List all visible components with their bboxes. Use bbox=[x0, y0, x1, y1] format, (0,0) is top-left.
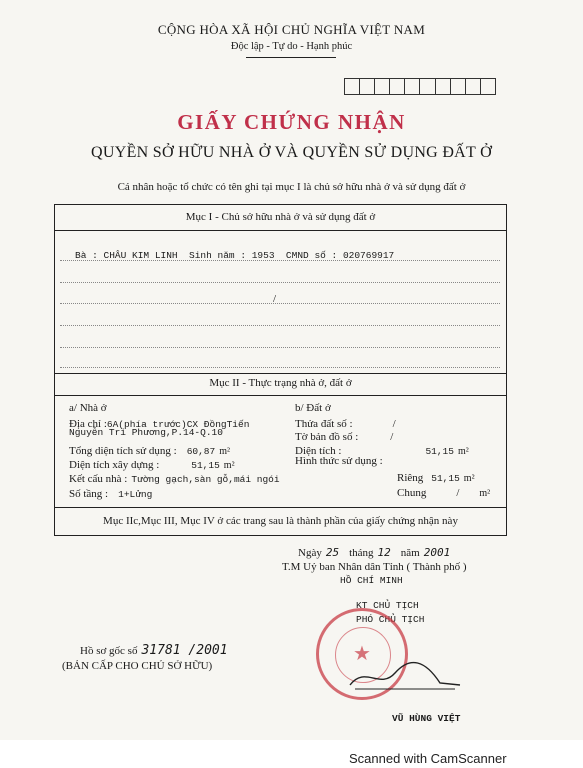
address-label: Địa chỉ : bbox=[69, 418, 107, 430]
issue-date: Ngày 25 tháng 12 năm 2001 bbox=[298, 546, 451, 559]
land-heading: b/ Đất ở bbox=[295, 402, 331, 414]
record-number-value: 31781 /2001 bbox=[141, 643, 228, 658]
usage-label: Hình thức sử dụng : bbox=[295, 455, 383, 467]
signer-role-1: KT CHỦ TỊCH bbox=[356, 600, 419, 611]
record-number: Hồ sơ gốc số 31781 /2001 bbox=[80, 643, 228, 658]
address-value-line2: Nguyễn Tri Phương,P.14-Q.10 bbox=[69, 427, 223, 438]
private-use: Riêng 51,15 m² bbox=[397, 472, 475, 484]
floors: Số tầng : 1+Lửng bbox=[69, 488, 153, 500]
certificate-table bbox=[54, 204, 507, 536]
structure: Kết cấu nhà : Tường gạch,sàn gỗ,mái ngói bbox=[69, 473, 280, 485]
shared-use: Chung / m² bbox=[397, 487, 491, 499]
serial-number-boxes bbox=[344, 78, 496, 95]
national-motto: Độc lập - Tự do - Hạnh phúc bbox=[230, 41, 353, 52]
copy-note: (BẢN CẤP CHO CHỦ SỞ HỮU) bbox=[62, 660, 213, 672]
issue-day: 25 bbox=[325, 546, 340, 559]
address-value: 6A(phía trước)CX ĐồngTiến bbox=[106, 419, 250, 430]
section1-title: Mục I - Chủ sở hữu nhà ở và sử dụng đất ở bbox=[185, 211, 376, 223]
built-area-value: 51,15 bbox=[191, 460, 220, 471]
pages-note: Mục IIc,Mục III, Mục IV ở các trang sau là thành phần của giấy chứng nhận này bbox=[103, 515, 458, 527]
authority-city: HỒ CHÍ MINH bbox=[340, 575, 403, 586]
issue-month: 12 bbox=[377, 546, 391, 559]
private-area-value: 51,15 bbox=[431, 473, 460, 484]
floors-value: 1+Lửng bbox=[118, 489, 153, 500]
motto-underline bbox=[246, 57, 336, 58]
land-area-value: 51,15 bbox=[425, 446, 454, 457]
national-title: CỘNG HÒA XÃ HỘI CHỦ NGHĨA VIỆT NAM bbox=[157, 22, 426, 37]
house-heading: a/ Nhà ở bbox=[69, 402, 107, 414]
seal-star-icon: ★ bbox=[353, 643, 371, 665]
total-area: Tổng diện tích sử dụng : 60,87 m² bbox=[69, 445, 230, 457]
section1-slash: / bbox=[273, 293, 277, 305]
issue-year: 2001 bbox=[423, 546, 451, 559]
total-area-value: 60,87 bbox=[186, 446, 216, 457]
owner-line: Bà : CHÂU KIM LINH Sinh năm : 1953 CMND số : 020769917 bbox=[75, 250, 395, 261]
plot-number: Thửa đất số : / bbox=[295, 418, 396, 430]
signer-name: VŨ HÙNG VIỆT bbox=[392, 713, 461, 724]
structure-value: Tường gạch,sàn gỗ,mái ngói bbox=[131, 474, 280, 485]
section2-title: Mục II - Thực trạng nhà ở, đất ở bbox=[209, 377, 352, 389]
authority: T.M Uỷ ban Nhân dân Tỉnh ( Thành phố ) bbox=[282, 561, 467, 573]
signer-role-2: PHÓ CHỦ TỊCH bbox=[356, 614, 425, 625]
map-sheet: Tờ bản đồ số : / bbox=[295, 431, 394, 443]
signature bbox=[345, 655, 465, 695]
intro-text: Cá nhân hoặc tổ chức có tên ghi tại mục I là chủ sở hữu nhà ở và sử dụng đất ở bbox=[117, 181, 466, 193]
certificate-subtitle: QUYỀN SỞ HỮU NHÀ Ở VÀ QUYỀN SỬ DỤNG ĐẤT Ở bbox=[91, 144, 492, 161]
scanner-watermark: Scanned with CamScanner bbox=[349, 751, 507, 766]
built-area: Diện tích xây dựng : 51,15 m² bbox=[69, 459, 235, 471]
certificate-title: GIẤY CHỨNG NHẬN bbox=[177, 110, 406, 134]
land-area: Diện tích : 51,15 m² bbox=[295, 445, 469, 457]
